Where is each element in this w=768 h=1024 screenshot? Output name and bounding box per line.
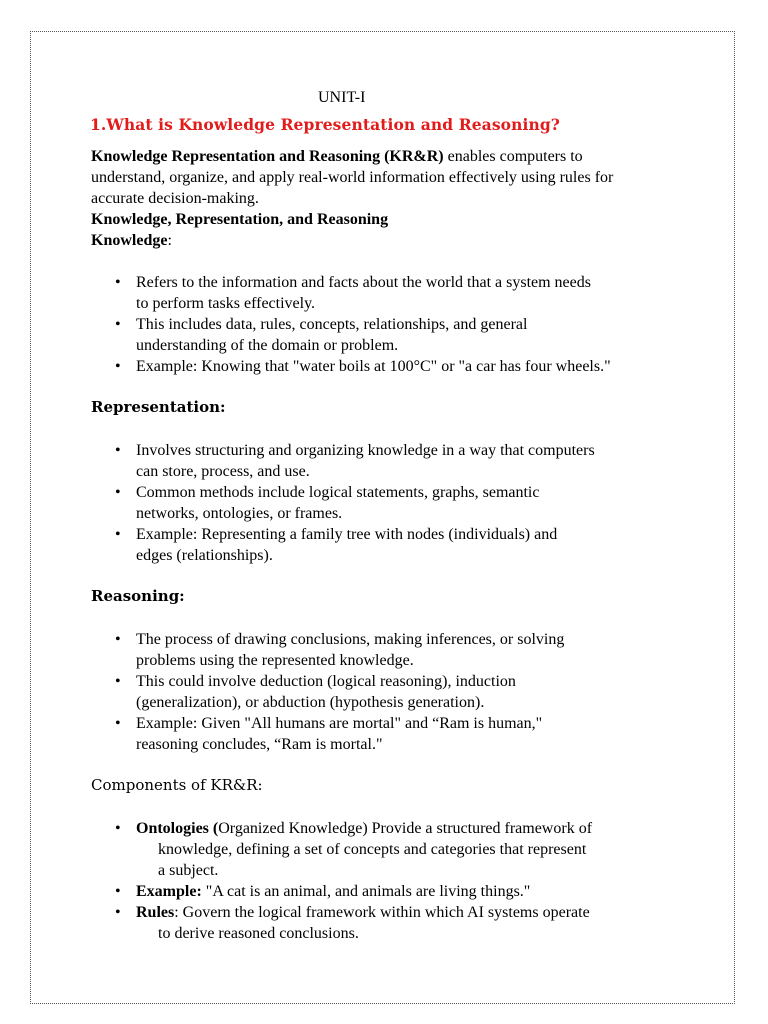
list-item: • Example: Knowing that "water boils at 100°C" or "a car has four wheels."	[91, 356, 636, 377]
components-list	[91, 818, 681, 944]
knowledge-label: Knowledge:	[91, 232, 172, 249]
representation-list	[91, 440, 681, 566]
intro-paragraph	[91, 146, 681, 209]
list-item: • The process of drawing conclusions, making inferences, or solving problems using the represented knowledge.	[91, 629, 636, 671]
intro-bold-term: Knowledge Representation and Reasoning (KR&R)	[91, 148, 444, 165]
representation-heading: Representation:	[91, 398, 226, 416]
intro-line3: accurate decision-making.	[91, 190, 259, 207]
components-heading: Components of KR&R:	[91, 776, 263, 794]
list-item: • Common methods include logical statements, graphs, semantic networks, ontologies, or frames.	[91, 482, 636, 524]
knowledge-list	[91, 272, 681, 377]
subheading: Knowledge, Representation, and Reasoning	[91, 211, 389, 228]
question-heading: 1.What is Knowledge Representation and Reasoning?	[90, 115, 560, 134]
list-item: • This includes data, rules, concepts, relationships, and general understanding of the domain or problem.	[91, 314, 636, 356]
list-item: • Refers to the information and facts about the world that a system needs to perform tasks effectively.	[91, 272, 636, 314]
list-item: • Example: Given "All humans are mortal" and “Ram is human," reasoning concludes, “Ram is mortal."	[91, 713, 636, 755]
list-item: • Rules: Govern the logical framework within which AI systems operate to derive reasoned conclusions.	[91, 902, 656, 944]
document-body	[91, 146, 681, 944]
unit-title: UNIT-I	[318, 89, 366, 106]
list-item: • Example: Representing a family tree with nodes (individuals) and edges (relationships).	[91, 524, 636, 566]
intro-line1: enables computers to	[443, 148, 583, 165]
intro-line2: understand, organize, and apply real-world information effectively using rules for	[91, 169, 614, 186]
reasoning-list	[91, 629, 681, 755]
list-item: • Involves structuring and organizing knowledge in a way that computers can store, process, and use.	[91, 440, 636, 482]
list-item: • Ontologies (Organized Knowledge) Provide a structured framework of knowledge, defining a set of concepts and categories that represent a subject.	[91, 818, 656, 881]
list-item: • Example: "A cat is an animal, and animals are living things."	[91, 881, 656, 902]
reasoning-heading: Reasoning:	[91, 587, 185, 605]
list-item: • This could involve deduction (logical reasoning), induction (generalization), or abduction (hypothesis generation).	[91, 671, 636, 713]
